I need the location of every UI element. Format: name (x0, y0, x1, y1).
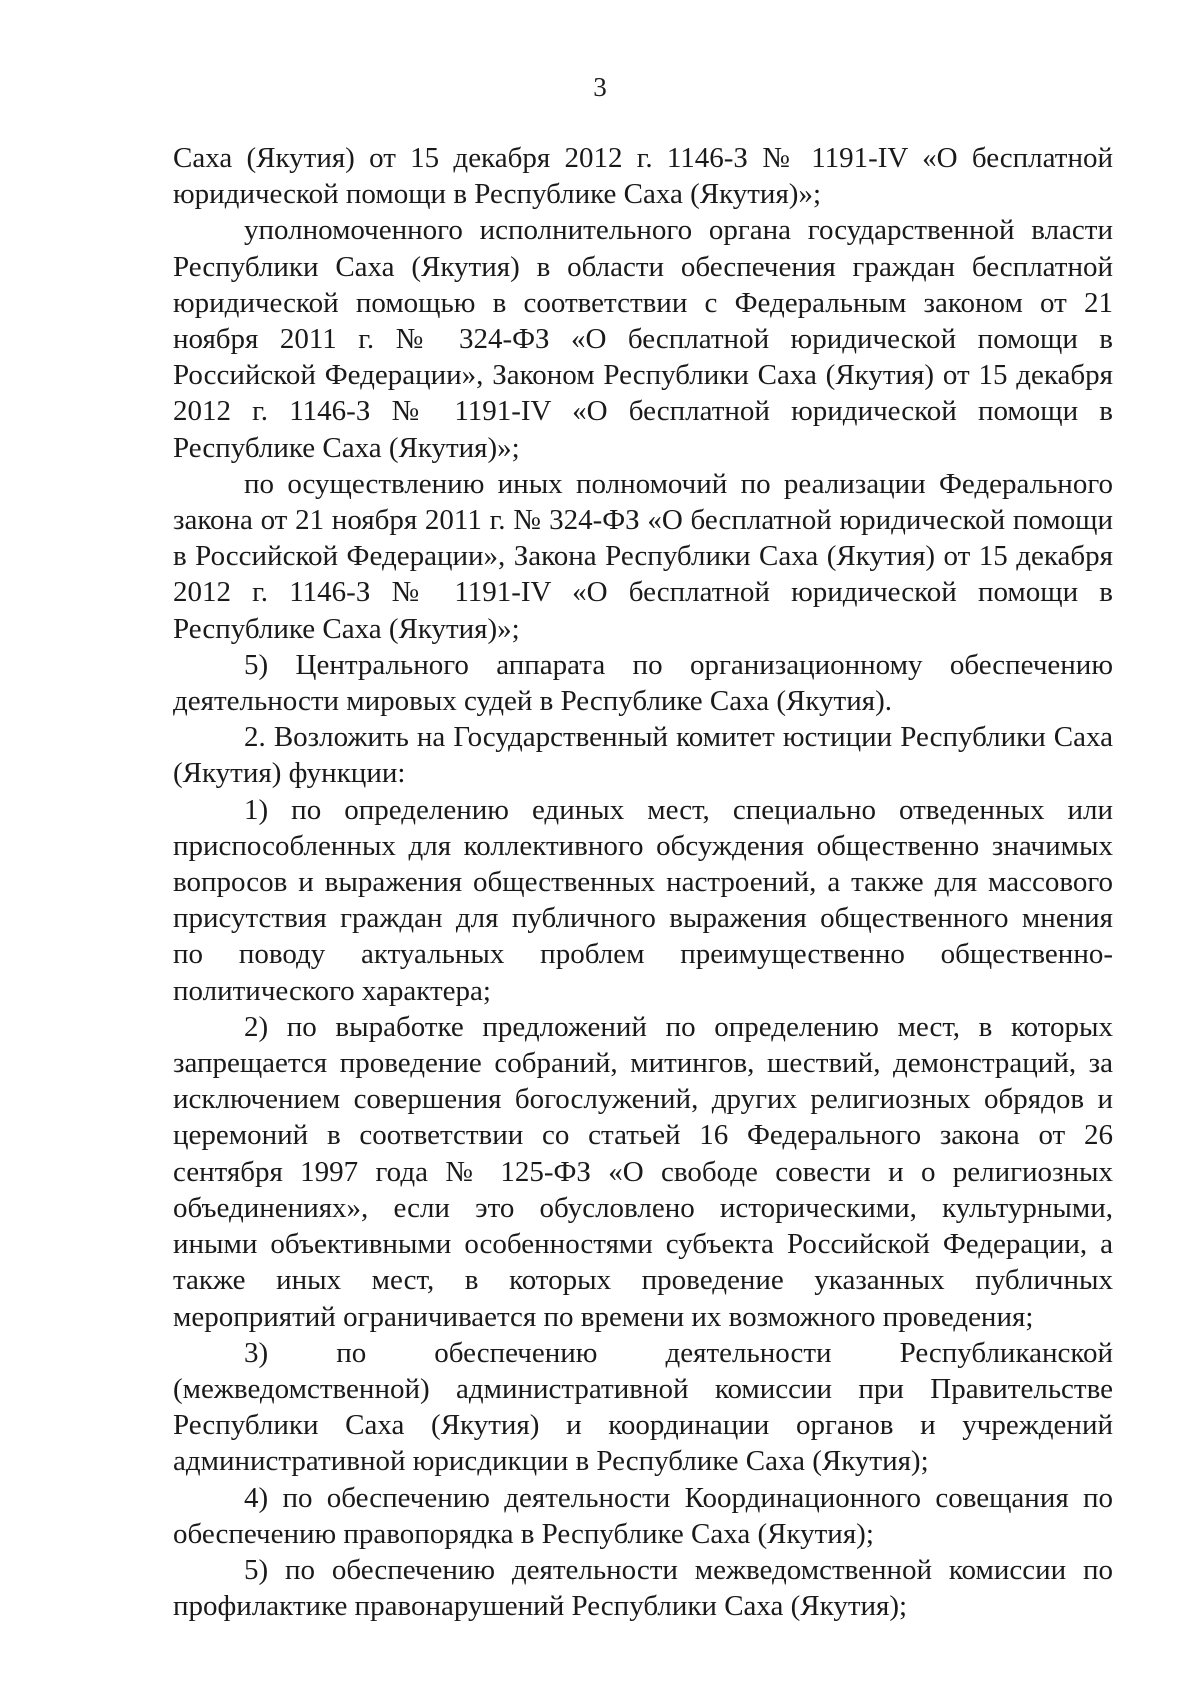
page-number: 3 (593, 72, 607, 102)
list-item: 4) по обеспечению деятельности Координационного совещания по обеспечению правопорядка в Республике Саха (Якутия); (173, 1481, 1113, 1550)
list-item: 5) по обеспечению деятельности межведомственной комиссии по профилактике правонарушений Республики Саха (Якутия); (173, 1553, 1113, 1623)
list-item: 3) по обеспечению деятельности Республиканской (межведомственной) административной комиссии при Правительстве Республики Саха (Якутия) и координации органов и учреждений административной юрисдикции в Республике Саха (Якутия); (173, 1336, 1113, 1478)
document-body (173, 140, 1113, 1624)
list-item: 2) по выработке предложений по определению мест, в которых запрещается проведение собраний, митингов, шествий, демонстраций, за исключением совершения богослужений, других религиозных обрядов и церемоний в соответствии со статьей 16 Федерального закона от 26 сентября 1997 года № 125-ФЗ «О свободе совести и о религиозных объединениях», если это обусловлено историческими, культурными, иными объективными особенностями субъекта Российской Федерации, а также иных мест, в которых проведение указанных публичных мероприятий ограничивается по времени их возможного проведения; (173, 1010, 1113, 1333)
list-item: 1) по определению единых мест, специально отведенных или приспособленных для коллективного обсуждения общественно значимых вопросов и выражения общественных настроений, а также для массового присутствия граждан для публичного выражения общественного мнения по поводу актуальных проблем преимущественно общественно-политического характера; (173, 793, 1113, 1007)
section-paragraph: 2. Возложить на Государственный комитет юстиции Республики Саха (Якутия) функции: (173, 721, 1113, 790)
list-item: 5) Центрального аппарата по организационному обеспечению деятельности мировых судей в Республике Саха (Якутия). (173, 648, 1113, 718)
paragraph: Саха (Якутия) от 15 декабря 2012 г. 1146-З № 1191-IV «О бесплатной юридической помощи в Республике Саха (Якутия)»; (173, 142, 1113, 211)
paragraph: по осуществлению иных полномочий по реализации Федерального закона от 21 ноября 2011 г. № 324-ФЗ «О бесплатной юридической помощи в Российской Федерации», Закона Республики Саха (Якутия) от 15 декабря 2012 г. 1146-З № 1191-IV «О бесплатной юридической помощи в Республике Саха (Якутия)»; (173, 467, 1113, 645)
paragraph: уполномоченного исполнительного органа государственной власти Республики Саха (Якутия) в области обеспечения граждан бесплатной юридической помощью в соответствии с Федеральным законом от 21 ноября 2011 г. № 324-ФЗ «О бесплатной юридической помощи в Российской Федерации», Законом Республики Саха (Якутия) от 15 декабря 2012 г. 1146-З № 1191-IV «О бесплатной юридической помощи в Республике Саха (Якутия)»; (173, 214, 1113, 464)
